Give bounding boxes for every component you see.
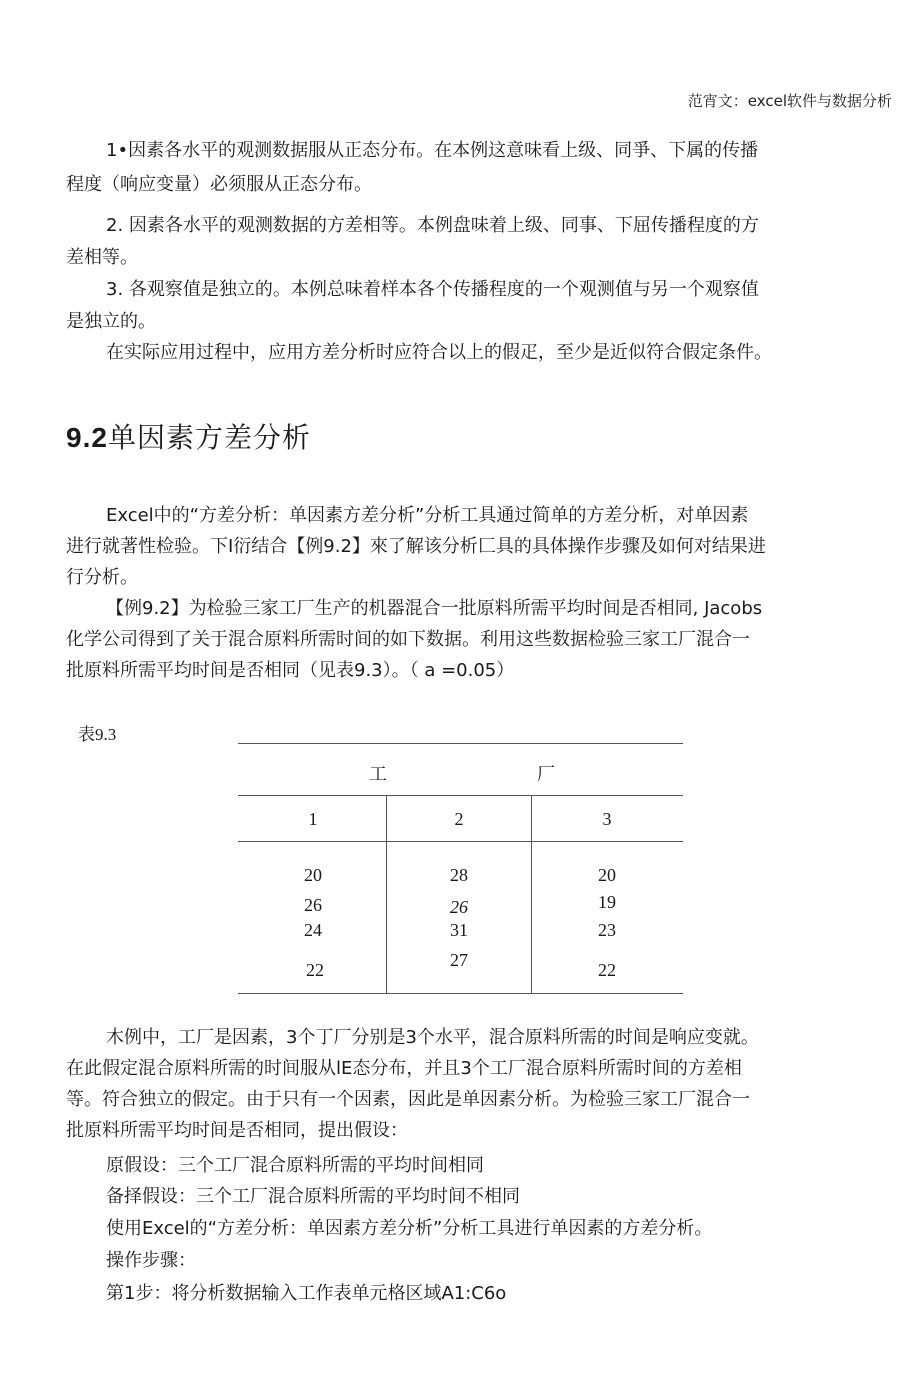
intro-paragraph [66,500,808,686]
example-line-1: 【例9.2】为检验三家工厂生产的机器混合一批原料所需平均时间是否相同, Jacobs [106,598,763,619]
step-1: 第1步：将分析数据输入工作表单元格区域A1:C6o [106,1283,507,1304]
table-cell: 28 [450,865,468,885]
assumption-2 [66,210,808,274]
table-cell: 24 [304,920,322,940]
column-header-1: 1 [308,809,318,829]
table-header-left: 工 [369,764,387,784]
table-cell: 20 [304,865,322,885]
table-rule-header [238,795,683,796]
table-cell: 22 [306,960,324,980]
table-cell: 31 [450,920,468,940]
table-cell: 23 [598,920,616,940]
table-cell: 26 [304,895,322,915]
data-table [238,743,683,994]
intro-line-3: 行分析。 [66,567,138,588]
assumption-1 [66,134,808,202]
table-cell: 19 [598,892,616,912]
analysis-line-1: 木例中，工厂是因素，3个丁厂分别是3个水平，混合原料所需的时间是响应变就。 [106,1027,759,1048]
table-cell: 26 [450,897,468,917]
intro-line-1: Excel中的“方差分析：单因素方差分析”分析工具通过简单的方差分析，对单因素 [106,505,749,526]
table-cell: 22 [598,960,616,980]
intro-line-2: 进行就著性检验。下I衍结合【例9.2】來了解该分析匚具的具体操作步骤及如何对结果进 [66,536,766,557]
assumption-3-line-1: 3. 各观察值是独立的。本例总味着样本各个传播程度的一个观测值与另一个观察值 [106,279,759,300]
assumption-2-line-2: 差相等。 [66,247,138,268]
assumption-note-text: 在实际应用过程中，应用方差分析时应符合以上的假疋，至少是近似符合假定条件。 [106,342,772,363]
section-heading [66,416,311,456]
example-line-3: 批原料所需平均时间是否相同（见表9.3）。（ a =0.05） [66,660,515,681]
steps-heading: 操作步骤： [106,1250,196,1271]
analysis-paragraph [66,1022,808,1146]
excel-usage-note: 使用Excel的“方差分析：单因素方差分析”分析工具进行单因素的方差分析。 [106,1218,713,1239]
page-header: 范宵文：excel软件与数据分析 [687,92,892,110]
table-cell: 20 [598,865,616,885]
table-rule-top [238,743,683,744]
table-header-right: 厂 [537,764,555,784]
table-cell: 27 [450,950,468,970]
assumption-2-line-1: 2. 因素各水平的观测数据的方差相等。本例盘味着上级、同事、下屈传播程度的方 [106,215,759,236]
assumption-3 [66,274,808,338]
alternative-hypothesis: 备择假设：三个工厂混合原料所需的平均时间不相同 [106,1186,520,1207]
table-caption: 表9.3 [78,725,117,744]
assumption-1-line-2: 程度（响应变量）必须服从正态分布。 [66,174,372,195]
section-number: 9.2 [66,422,108,453]
table-rule-columns [238,841,683,842]
section-title: 单因素方差分析 [107,421,311,454]
table-divider-2 [531,795,532,993]
analysis-line-4: 批原料所需平均时间是否相同，提出假设： [66,1120,408,1141]
example-line-2: 化学公司得到了关于混合原料所需时间的如下数据。利用这些数据检验三家工厂混合一 [66,629,750,650]
table-divider-1 [386,795,387,993]
analysis-line-3: 等。符合独立的假定。由于只有一个因素，因此是单因素分析。为检验三家工厂混合一 [66,1089,750,1110]
analysis-line-2: 在此假定混合原料所需的时间服从lE态分布，并且3个工厂混合原料所需时间的方差相 [66,1058,742,1079]
assumption-3-line-2: 是独立的。 [66,311,156,332]
assumption-1-line-1: 1•因素各水平的观测数据服从正态分布。在本例这意味看上级、同爭、下属的传播 [106,140,759,161]
assumption-note [66,336,808,370]
column-header-3: 3 [602,809,612,829]
table-rule-bottom [238,993,683,994]
null-hypothesis: 原假设：三个工厂混合原料所需的平均时间相同 [106,1155,484,1176]
column-header-2: 2 [454,809,464,829]
